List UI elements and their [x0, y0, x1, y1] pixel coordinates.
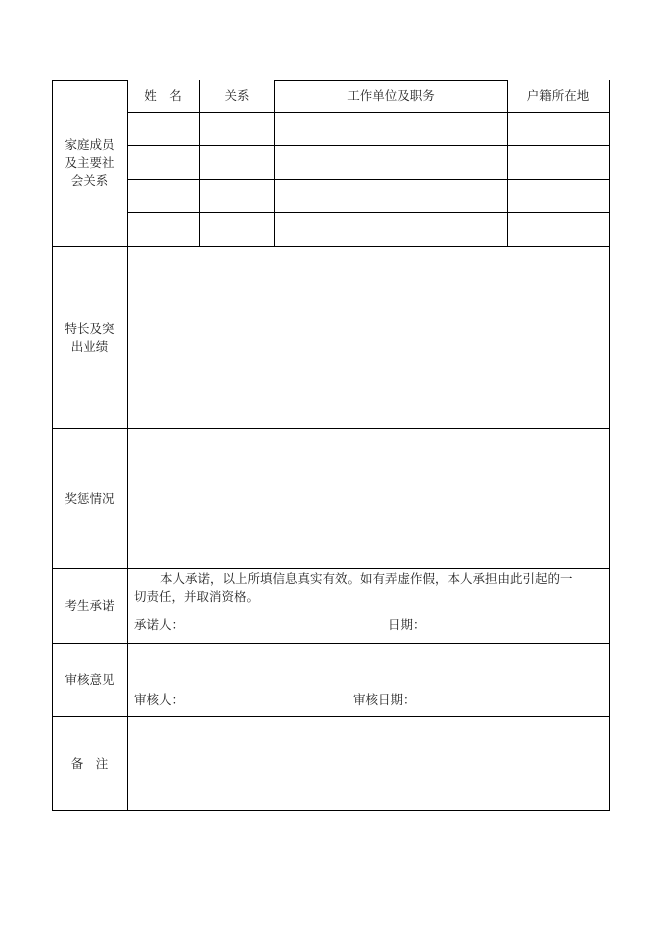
header-relation: 关系 [224, 88, 250, 103]
review-date-label: 审核日期： [353, 692, 416, 707]
family-row-1-relation[interactable] [200, 113, 274, 145]
header-household-registration: 户籍所在地 [526, 88, 590, 103]
divider [52, 810, 610, 811]
family-row-3-residence[interactable] [508, 180, 609, 212]
label-line: 会关系 [70, 173, 109, 188]
family-row-2-relation[interactable] [200, 146, 274, 179]
family-row-2-residence[interactable] [508, 146, 609, 179]
pledge-label: 考生承诺 [64, 598, 115, 613]
family-row-2-employer[interactable] [275, 146, 507, 179]
family-row-4-name[interactable] [128, 213, 199, 246]
remarks-field[interactable] [128, 717, 609, 810]
family-row-1-residence[interactable] [508, 113, 609, 145]
specialties-label [52, 247, 127, 428]
pledge-text-line2: 切责任，并取消资格。 [134, 589, 260, 604]
pledge-date-label: 日期： [388, 617, 426, 632]
rewards-field[interactable] [128, 429, 609, 568]
label-line: 出业绩 [70, 338, 109, 354]
specialties-field[interactable] [128, 247, 609, 428]
divider [609, 80, 610, 811]
family-row-3-relation[interactable] [200, 180, 274, 212]
header-name: 姓 名 [144, 88, 182, 103]
header-employer-position: 工作单位及职务 [347, 88, 435, 103]
reviewer-label: 审核人： [134, 692, 185, 707]
divider [52, 643, 610, 644]
divider [274, 80, 508, 81]
review-label: 审核意见 [64, 672, 115, 687]
family-row-4-residence[interactable] [508, 213, 609, 246]
family-row-3-name[interactable] [128, 180, 199, 212]
label-line: 及主要社 [64, 155, 115, 170]
family-row-4-relation[interactable] [200, 213, 274, 246]
rewards-label: 奖惩情况 [64, 490, 115, 506]
family-row-1-employer[interactable] [275, 113, 507, 145]
label-line: 家庭成员 [64, 137, 115, 152]
divider [52, 568, 610, 569]
label-line: 特长及突 [64, 320, 115, 336]
family-row-4-employer[interactable] [275, 213, 507, 246]
remarks-label: 备 注 [70, 755, 109, 771]
family-row-3-employer[interactable] [275, 180, 507, 212]
pledge-signer-label: 承诺人： [134, 617, 185, 632]
family-label [52, 80, 127, 246]
family-row-2-name[interactable] [128, 146, 199, 179]
family-row-1-name[interactable] [128, 113, 199, 145]
pledge-text-line1: 本人承诺，以上所填信息真实有效。如有弄虚作假，本人承担由此引起的一 [160, 571, 573, 586]
